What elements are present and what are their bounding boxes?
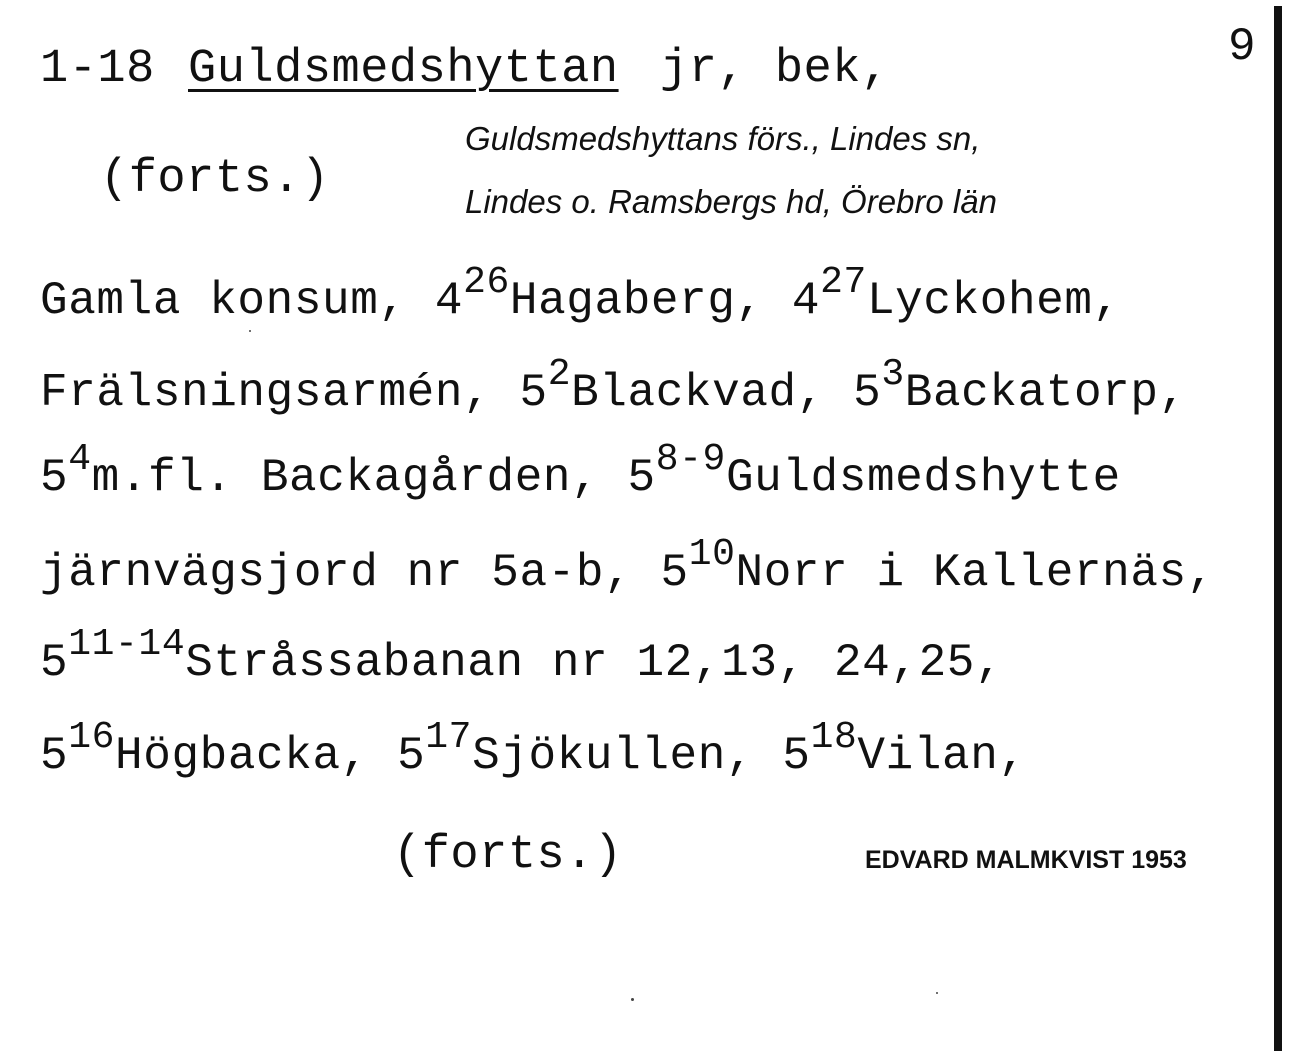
entry-text: m.fl. Backagården, 5 <box>91 452 656 504</box>
entry-line-2 <box>40 353 1187 419</box>
entry-text: Hagaberg, 4 <box>509 275 821 327</box>
header-range: 1-18 <box>40 43 155 96</box>
entry-line-1 <box>40 261 1121 327</box>
entry-text: Frälsningsarmén, 5 <box>40 367 548 419</box>
continued-label-top: (forts.) <box>100 153 330 206</box>
entry-text: Guldsmedshytte <box>725 452 1121 504</box>
paper-speck <box>936 992 938 994</box>
entry-text: Lyckohem, <box>866 275 1121 327</box>
plot-number-superscript: 11-14 <box>68 623 186 667</box>
entry-text: Högbacka, 5 <box>115 730 426 782</box>
entry-text: 5 <box>40 730 69 782</box>
plot-number-superscript: 17 <box>425 716 473 760</box>
parish-stamp: Guldsmedshyttans förs., Lindes sn, <box>465 120 981 157</box>
plot-number-superscript: 4 <box>68 438 92 482</box>
header-place-name: Guldsmedshyttan <box>188 43 619 96</box>
plot-number-superscript: 8-9 <box>655 438 726 482</box>
plot-number-superscript: 10 <box>688 533 736 577</box>
entry-text: Blackvad, 5 <box>571 367 882 419</box>
entry-text: järnvägsjord nr 5a-b, 5 <box>40 547 689 599</box>
entry-text: Backatorp, <box>904 367 1187 419</box>
header-abbreviations: jr, bek, <box>660 43 890 96</box>
plot-number-superscript: 18 <box>810 716 858 760</box>
entry-line-6 <box>40 716 1027 782</box>
entry-text: 5 <box>40 637 69 689</box>
district-stamp: Lindes o. Ramsbergs hd, Örebro län <box>465 183 997 220</box>
plot-number-superscript: 2 <box>547 353 572 397</box>
paper-speck <box>249 330 251 332</box>
plot-number-superscript: 3 <box>881 353 905 397</box>
plot-number-superscript: 26 <box>463 261 510 305</box>
paper-speck <box>631 998 634 1001</box>
entry-text: Vilan, <box>857 730 1027 782</box>
entry-line-4 <box>40 533 1215 599</box>
entry-text: Gamla konsum, 4 <box>40 275 464 327</box>
entry-line-3 <box>40 438 1121 504</box>
card-right-edge <box>1274 6 1282 1051</box>
entry-text: Stråssabanan nr 12,13, 24,25, <box>185 637 1004 689</box>
continued-label-bottom: (forts.) <box>393 829 623 882</box>
entry-line-5 <box>40 623 1004 689</box>
plot-number-superscript: 27 <box>820 261 867 305</box>
entry-text: Sjökullen, 5 <box>472 730 811 782</box>
author-signature: EDVARD MALMKVIST 1953 <box>865 846 1187 874</box>
plot-number-superscript: 16 <box>68 716 116 760</box>
entry-text: Norr i Kallernäs, <box>735 547 1215 599</box>
card-number: 9 <box>1228 21 1257 73</box>
entry-text: 5 <box>40 452 69 504</box>
